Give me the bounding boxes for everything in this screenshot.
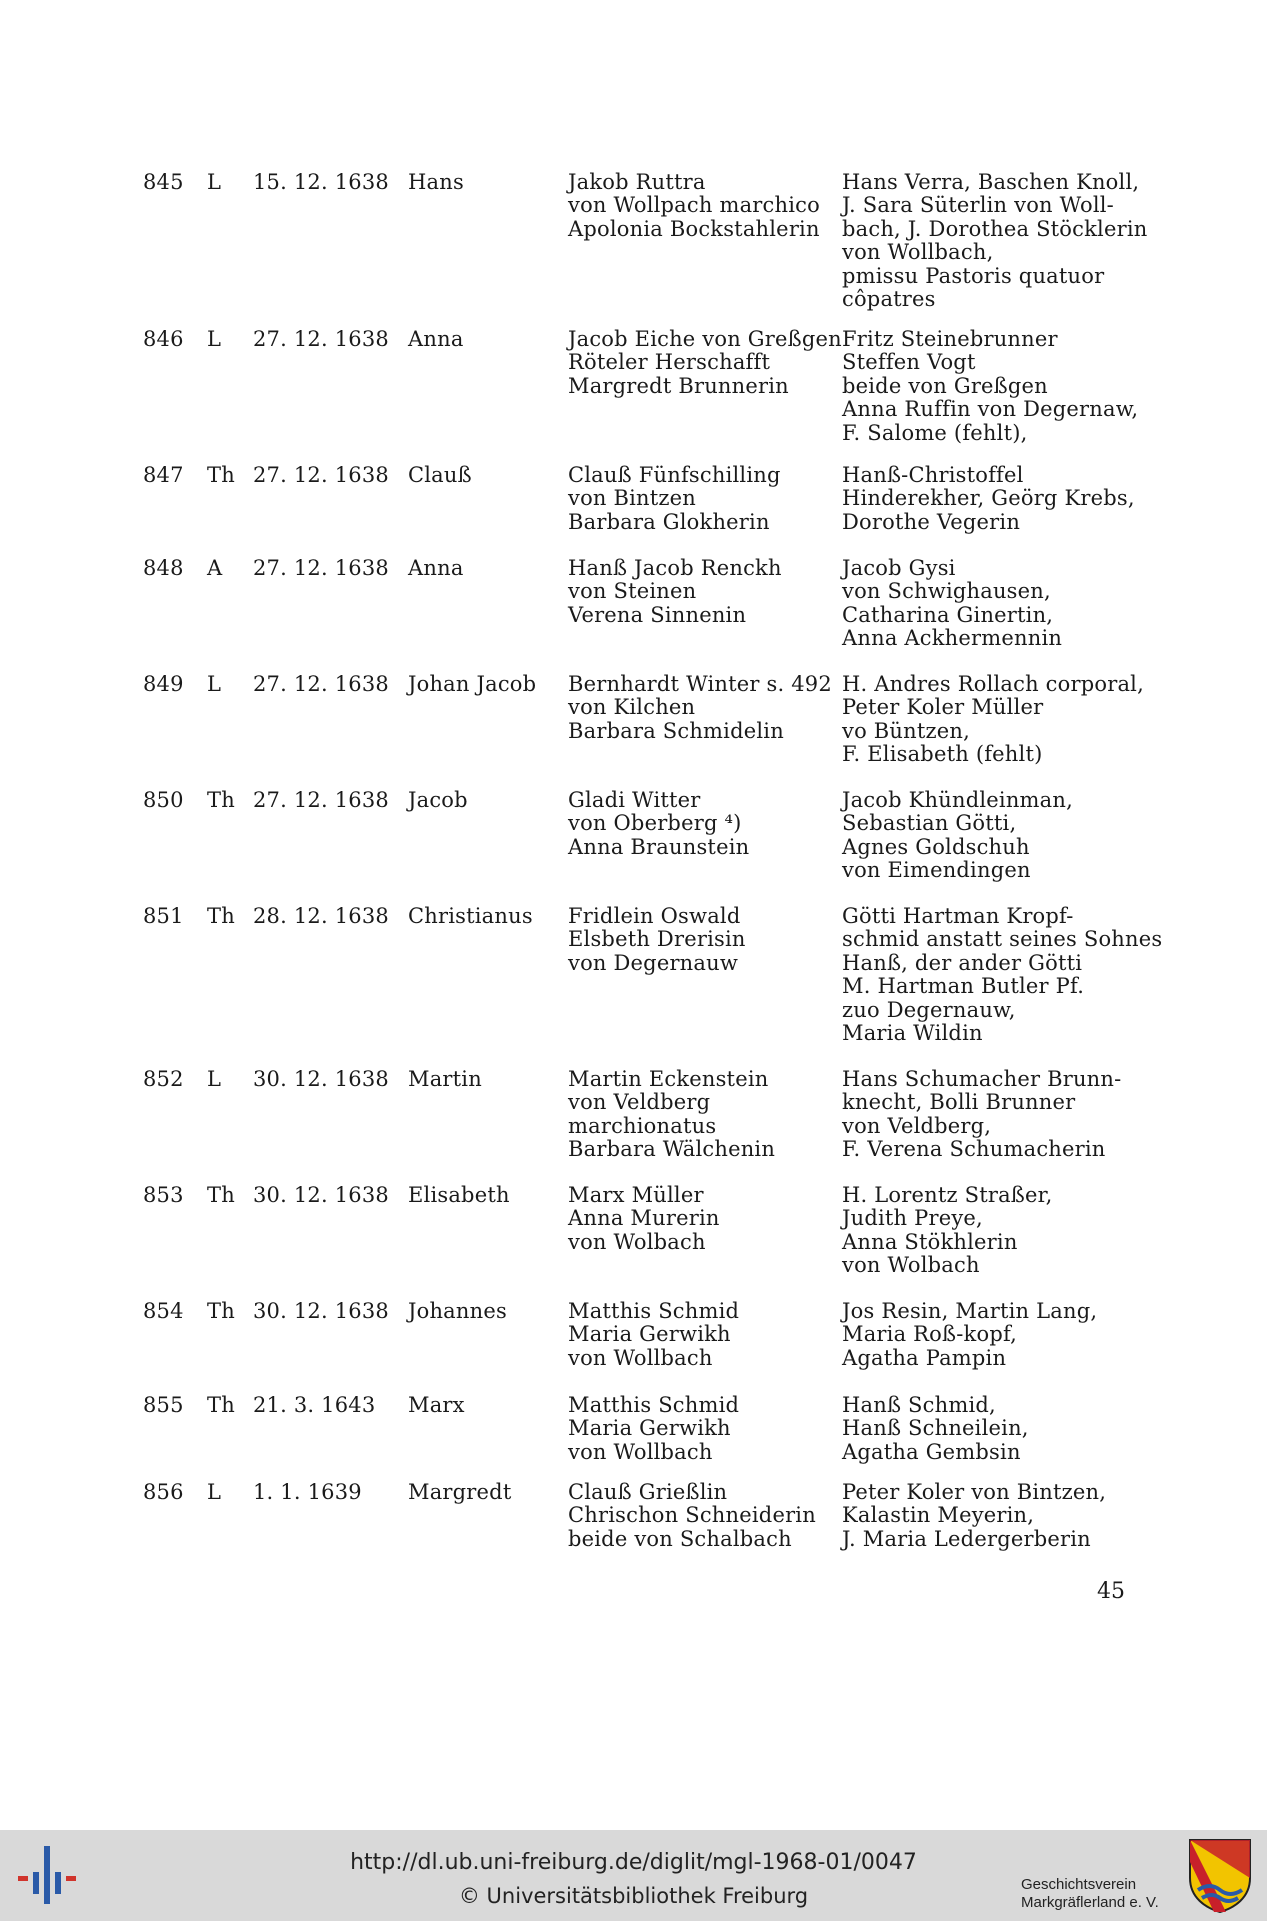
- entry-number: 847: [143, 463, 184, 487]
- parents-line: Verena Sinnenin: [568, 602, 747, 627]
- godparents-line: Catharina Ginertin,: [842, 602, 1054, 627]
- godparents: [842, 1300, 1097, 1370]
- entry-type: L: [207, 672, 222, 696]
- godparents-line: von Eimendingen: [842, 858, 1031, 883]
- godparents-line: Hanß Schmid,: [842, 1393, 996, 1417]
- godparents: [842, 464, 1135, 534]
- godparents-line: Anna Ackhermennin: [842, 626, 1063, 651]
- entry-type: Th: [207, 904, 235, 928]
- child-name: Clauß: [408, 463, 472, 487]
- godparents: [842, 1481, 1106, 1551]
- parents-line: Barbara Schmidelin: [568, 718, 784, 743]
- parents: [568, 789, 749, 859]
- godparents-line: pmissu Pastoris quatuor: [842, 263, 1105, 288]
- entry-type: Th: [207, 1299, 235, 1323]
- godparents-line: Götti Hartman Kropf-: [842, 904, 1074, 928]
- parents-line: Clauß Fünfschilling: [568, 463, 781, 487]
- entry-number: 851: [143, 904, 184, 928]
- godparents: [842, 1068, 1121, 1162]
- parents-line: Marx Müller: [568, 1183, 704, 1207]
- parents: [568, 1394, 739, 1464]
- parents-line: von Wollpach marchico: [568, 193, 820, 218]
- godparents-line: F. Salome (fehlt),: [842, 420, 1028, 445]
- parents-line: von Oberberg ⁴): [568, 811, 742, 836]
- entry-number: 855: [143, 1393, 184, 1417]
- parents-line: Matthis Schmid: [568, 1393, 740, 1417]
- parents-line: von Wollbach: [568, 1345, 713, 1370]
- parents-line: von Degernauw: [568, 950, 739, 975]
- child-name: Anna: [408, 556, 464, 580]
- entry-number: 852: [143, 1067, 184, 1091]
- parents: [568, 1300, 739, 1370]
- godparents-line: Hanß-Christoffel: [842, 463, 1024, 487]
- godparents: [842, 789, 1073, 883]
- parents-line: Bernhardt Winter s. 492: [568, 672, 832, 696]
- child-name: Hans: [408, 170, 464, 194]
- entry-type: Th: [207, 463, 235, 487]
- child-name: Jacob: [408, 788, 468, 812]
- godparents-line: Kalastin Meyerin,: [842, 1503, 1035, 1528]
- godparents-line: Hans Schumacher Brunn-: [842, 1067, 1122, 1091]
- entry-type: L: [207, 327, 222, 351]
- parents-line: Apolonia Bockstahlerin: [568, 216, 820, 241]
- parents-line: von Bintzen: [568, 486, 697, 511]
- parents-line: Gladi Witter: [568, 788, 701, 812]
- entry-date: 1. 1. 1639: [253, 1480, 362, 1504]
- godparents-line: Hinderekher, Geörg Krebs,: [842, 486, 1135, 511]
- entry-date: 30. 12. 1638: [253, 1183, 389, 1207]
- parents: [568, 464, 781, 534]
- godparents-line: Steffen Vogt: [842, 350, 976, 375]
- godparents-line: Fritz Steinebrunner: [842, 327, 1058, 351]
- entry-type: L: [207, 1067, 222, 1091]
- parents: [568, 905, 746, 975]
- godparents: [842, 1394, 1029, 1464]
- entry-number: 849: [143, 672, 184, 696]
- entry-number: 853: [143, 1183, 184, 1207]
- entry-type: A: [207, 556, 223, 580]
- parents-line: Röteler Herschafft: [568, 350, 771, 375]
- godparents-line: Judith Preye,: [842, 1206, 983, 1231]
- godparents-line: knecht, Bolli Brunner: [842, 1090, 1076, 1115]
- godparents-line: vo Büntzen,: [842, 718, 970, 743]
- godparents-line: côpatres: [842, 287, 936, 312]
- entry-number: 846: [143, 327, 184, 351]
- parents: [568, 171, 820, 241]
- parents-line: Elsbeth Drerisin: [568, 927, 746, 952]
- footer-bar: [0, 1830, 1267, 1921]
- godparents-line: Peter Koler Müller: [842, 695, 1044, 720]
- godparents: [842, 673, 1144, 767]
- parents-line: Barbara Glokherin: [568, 509, 770, 534]
- godparents-line: von Veldberg,: [842, 1113, 992, 1138]
- godparents-line: Maria Roß-kopf,: [842, 1322, 1018, 1347]
- godparents-line: schmid anstatt seines Sohnes: [842, 927, 1163, 952]
- parents: [568, 557, 782, 627]
- godparents: [842, 328, 1138, 445]
- child-name: Johannes: [408, 1299, 507, 1323]
- parents-line: von Steinen: [568, 579, 697, 604]
- parents-line: Jakob Ruttra: [568, 170, 706, 194]
- parents-line: Martin Eckenstein: [568, 1067, 769, 1091]
- coat-of-arms-icon: [1188, 1838, 1252, 1914]
- godparents-line: Agatha Gembsin: [842, 1439, 1021, 1464]
- child-name: Elisabeth: [408, 1183, 510, 1207]
- parents-line: marchionatus: [568, 1113, 717, 1138]
- godparents: [842, 905, 1162, 1045]
- entry-type: L: [207, 1480, 222, 1504]
- parents-line: Jacob Eiche von Greßgen: [568, 327, 842, 351]
- parents-line: Maria Gerwikh: [568, 1416, 731, 1441]
- child-name: Christianus: [408, 904, 533, 928]
- entry-date: 27. 12. 1638: [253, 672, 389, 696]
- godparents-line: Jos Resin, Martin Lang,: [842, 1299, 1098, 1323]
- society-line-1: Geschichtsverein: [1021, 1876, 1137, 1893]
- entry-date: 27. 12. 1638: [253, 556, 389, 580]
- parents-line: von Veldberg: [568, 1090, 711, 1115]
- entry-date: 15. 12. 1638: [253, 170, 389, 194]
- godparents-line: von Wollbach,: [842, 240, 994, 265]
- entry-date: 30. 12. 1638: [253, 1299, 389, 1323]
- parents: [568, 328, 842, 398]
- godparents-line: Hans Verra, Baschen Knoll,: [842, 170, 1140, 194]
- godparents-line: H. Lorentz Straßer,: [842, 1183, 1053, 1207]
- godparents-line: Anna Ruffin von Degernaw,: [842, 397, 1139, 422]
- godparents-line: M. Hartman Butler Pf.: [842, 974, 1085, 999]
- entry-type: L: [207, 170, 222, 194]
- parents-line: von Wolbach: [568, 1229, 706, 1254]
- godparents-line: F. Elisabeth (fehlt): [842, 742, 1043, 767]
- parents: [568, 673, 832, 743]
- entry-type: Th: [207, 1393, 235, 1417]
- parents-line: Matthis Schmid: [568, 1299, 740, 1323]
- child-name: Margredt: [408, 1480, 512, 1504]
- society-line-2: Markgräflerland e. V.: [1021, 1894, 1159, 1911]
- godparents-line: H. Andres Rollach corporal,: [842, 672, 1144, 696]
- godparents-line: Jacob Gysi: [842, 556, 956, 580]
- entry-date: 27. 12. 1638: [253, 463, 389, 487]
- parents-line: Hanß Jacob Renckh: [568, 556, 782, 580]
- entry-number: 854: [143, 1299, 184, 1323]
- parents: [568, 1068, 775, 1162]
- godparents-line: Agatha Pampin: [842, 1345, 1007, 1370]
- parents-line: Anna Braunstein: [568, 834, 750, 859]
- society-name: [1021, 1876, 1159, 1912]
- godparents-line: Jacob Khündleinman,: [842, 788, 1073, 812]
- godparents-line: bach, J. Dorothea Stöcklerin: [842, 216, 1148, 241]
- child-name: Johan Jacob: [408, 672, 537, 696]
- entry-date: 28. 12. 1638: [253, 904, 389, 928]
- parents-line: Chrischon Schneiderin: [568, 1503, 816, 1528]
- child-name: Martin: [408, 1067, 482, 1091]
- godparents-line: zuo Degernauw,: [842, 997, 1016, 1022]
- godparents-line: J. Sara Süterlin von Woll-: [842, 193, 1114, 218]
- entry-type: Th: [207, 1183, 235, 1207]
- godparents-line: Maria Wildin: [842, 1021, 983, 1046]
- godparents-line: Peter Koler von Bintzen,: [842, 1480, 1107, 1504]
- parents-line: Margredt Brunnerin: [568, 373, 789, 398]
- godparents: [842, 557, 1062, 651]
- entry-number: 856: [143, 1480, 184, 1504]
- entry-date: 21. 3. 1643: [253, 1393, 376, 1417]
- parents-line: Barbara Wälchenin: [568, 1137, 776, 1162]
- copyright-text: © Universitätsbibliothek Freiburg: [458, 1884, 809, 1908]
- godparents-line: Sebastian Götti,: [842, 811, 1017, 836]
- godparents-line: J. Maria Ledergerberin: [842, 1526, 1091, 1551]
- entry-number: 845: [143, 170, 184, 194]
- parents: [568, 1481, 816, 1551]
- parents-line: beide von Schalbach: [568, 1526, 792, 1551]
- godparents: [842, 171, 1147, 311]
- entry-number: 850: [143, 788, 184, 812]
- source-url-link[interactable]: http://dl.ub.uni-freiburg.de/diglit/mgl-1968-01/0047: [350, 1850, 917, 1875]
- entry-date: 30. 12. 1638: [253, 1067, 389, 1091]
- entry-type: Th: [207, 788, 235, 812]
- parents-line: Anna Murerin: [568, 1206, 720, 1231]
- entry-date: 27. 12. 1638: [253, 788, 389, 812]
- child-name: Anna: [408, 327, 464, 351]
- parents-line: Fridlein Oswald: [568, 904, 741, 928]
- godparents-line: von Schwighausen,: [842, 579, 1051, 604]
- godparents-line: Hanß, der ander Götti: [842, 950, 1083, 975]
- godparents-line: Dorothe Vegerin: [842, 509, 1021, 534]
- entry-number: 848: [143, 556, 184, 580]
- godparents-line: Hanß Schneilein,: [842, 1416, 1029, 1441]
- godparents: [842, 1184, 1052, 1278]
- parents-line: Maria Gerwikh: [568, 1322, 731, 1347]
- page-number: 45: [1097, 1579, 1125, 1604]
- child-name: Marx: [408, 1393, 465, 1417]
- godparents-line: Anna Stökhlerin: [842, 1229, 1018, 1254]
- parents-line: von Wollbach: [568, 1439, 713, 1464]
- entry-date: 27. 12. 1638: [253, 327, 389, 351]
- parents-line: Clauß Grießlin: [568, 1480, 728, 1504]
- parents-line: von Kilchen: [568, 695, 696, 720]
- godparents-line: beide von Greßgen: [842, 373, 1048, 398]
- godparents-line: F. Verena Schumacherin: [842, 1137, 1106, 1162]
- godparents-line: von Wolbach: [842, 1253, 980, 1278]
- godparents-line: Agnes Goldschuh: [842, 834, 1030, 859]
- parents: [568, 1184, 720, 1254]
